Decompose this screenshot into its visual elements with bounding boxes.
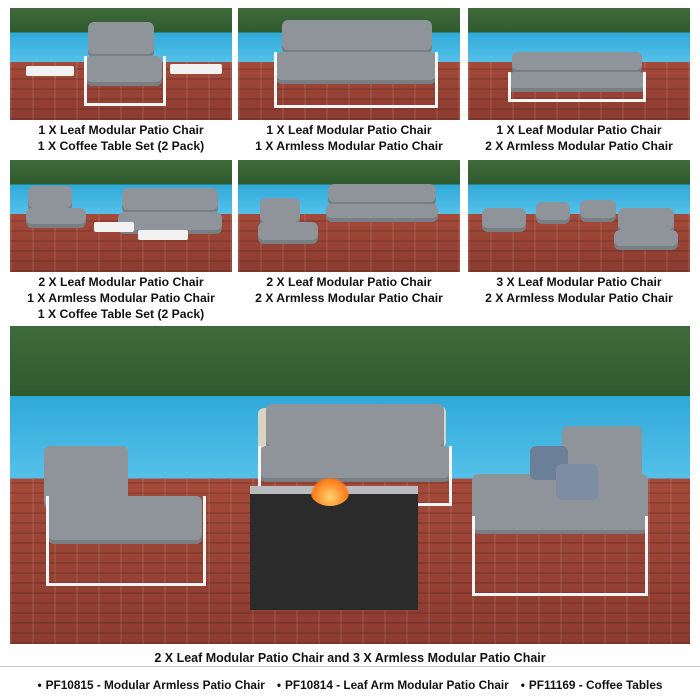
footer-item-1-text: PF10815 - Modular Armless Patio Chair [45,678,265,692]
caption-5 [238,274,460,306]
footer-bullet-2: • [276,678,281,692]
footer-item-2-text: PF10814 - Leaf Arm Modular Patio Chair [285,678,509,692]
caption-6-line-1: 3 X Leaf Modular Patio Chair [496,275,662,289]
caption-6-line-2: 2 X Armless Modular Patio Chair [485,291,673,305]
footer-bullet-1: • [37,678,42,692]
product-photo-1 [10,8,232,120]
footer-item-3 [521,678,663,692]
caption-6 [468,274,690,306]
caption-4 [10,274,232,322]
product-photo-5 [238,160,460,272]
caption-1 [10,122,232,154]
caption-3-line-2: 2 X Armless Modular Patio Chair [485,139,673,153]
footer-item-3-text: PF11169 - Coffee Tables [528,678,663,692]
footer-divider [0,666,700,667]
caption-1-line-2: 1 X Coffee Table Set (2 Pack) [37,139,205,153]
caption-5-line-1: 2 X Leaf Modular Patio Chair [266,275,432,289]
footer-item-2 [277,678,509,692]
caption-4-line-2: 1 X Armless Modular Patio Chair [27,291,215,305]
product-photo-3 [468,8,690,120]
footer-bullet-3: • [520,678,525,692]
caption-2 [238,122,460,154]
product-code-footer [0,670,700,700]
caption-3-line-1: 1 X Leaf Modular Patio Chair [496,123,662,137]
caption-1-line-1: 1 X Leaf Modular Patio Chair [38,123,204,137]
product-photo-4 [10,160,232,272]
product-photo-6 [468,160,690,272]
product-photo-2 [238,8,460,120]
caption-2-line-2: 1 X Armless Modular Patio Chair [255,139,443,153]
main-caption: 2 X Leaf Modular Patio Chair and 3 X Armless Modular Patio Chair [154,651,546,665]
caption-2-line-1: 1 X Leaf Modular Patio Chair [266,123,432,137]
caption-4-line-1: 2 X Leaf Modular Patio Chair [38,275,204,289]
main-product-photo [10,326,690,644]
caption-3 [468,122,690,154]
caption-5-line-2: 2 X Armless Modular Patio Chair [255,291,443,305]
caption-4-line-3: 1 X Coffee Table Set (2 Pack) [37,307,205,321]
footer-item-1 [38,678,265,692]
